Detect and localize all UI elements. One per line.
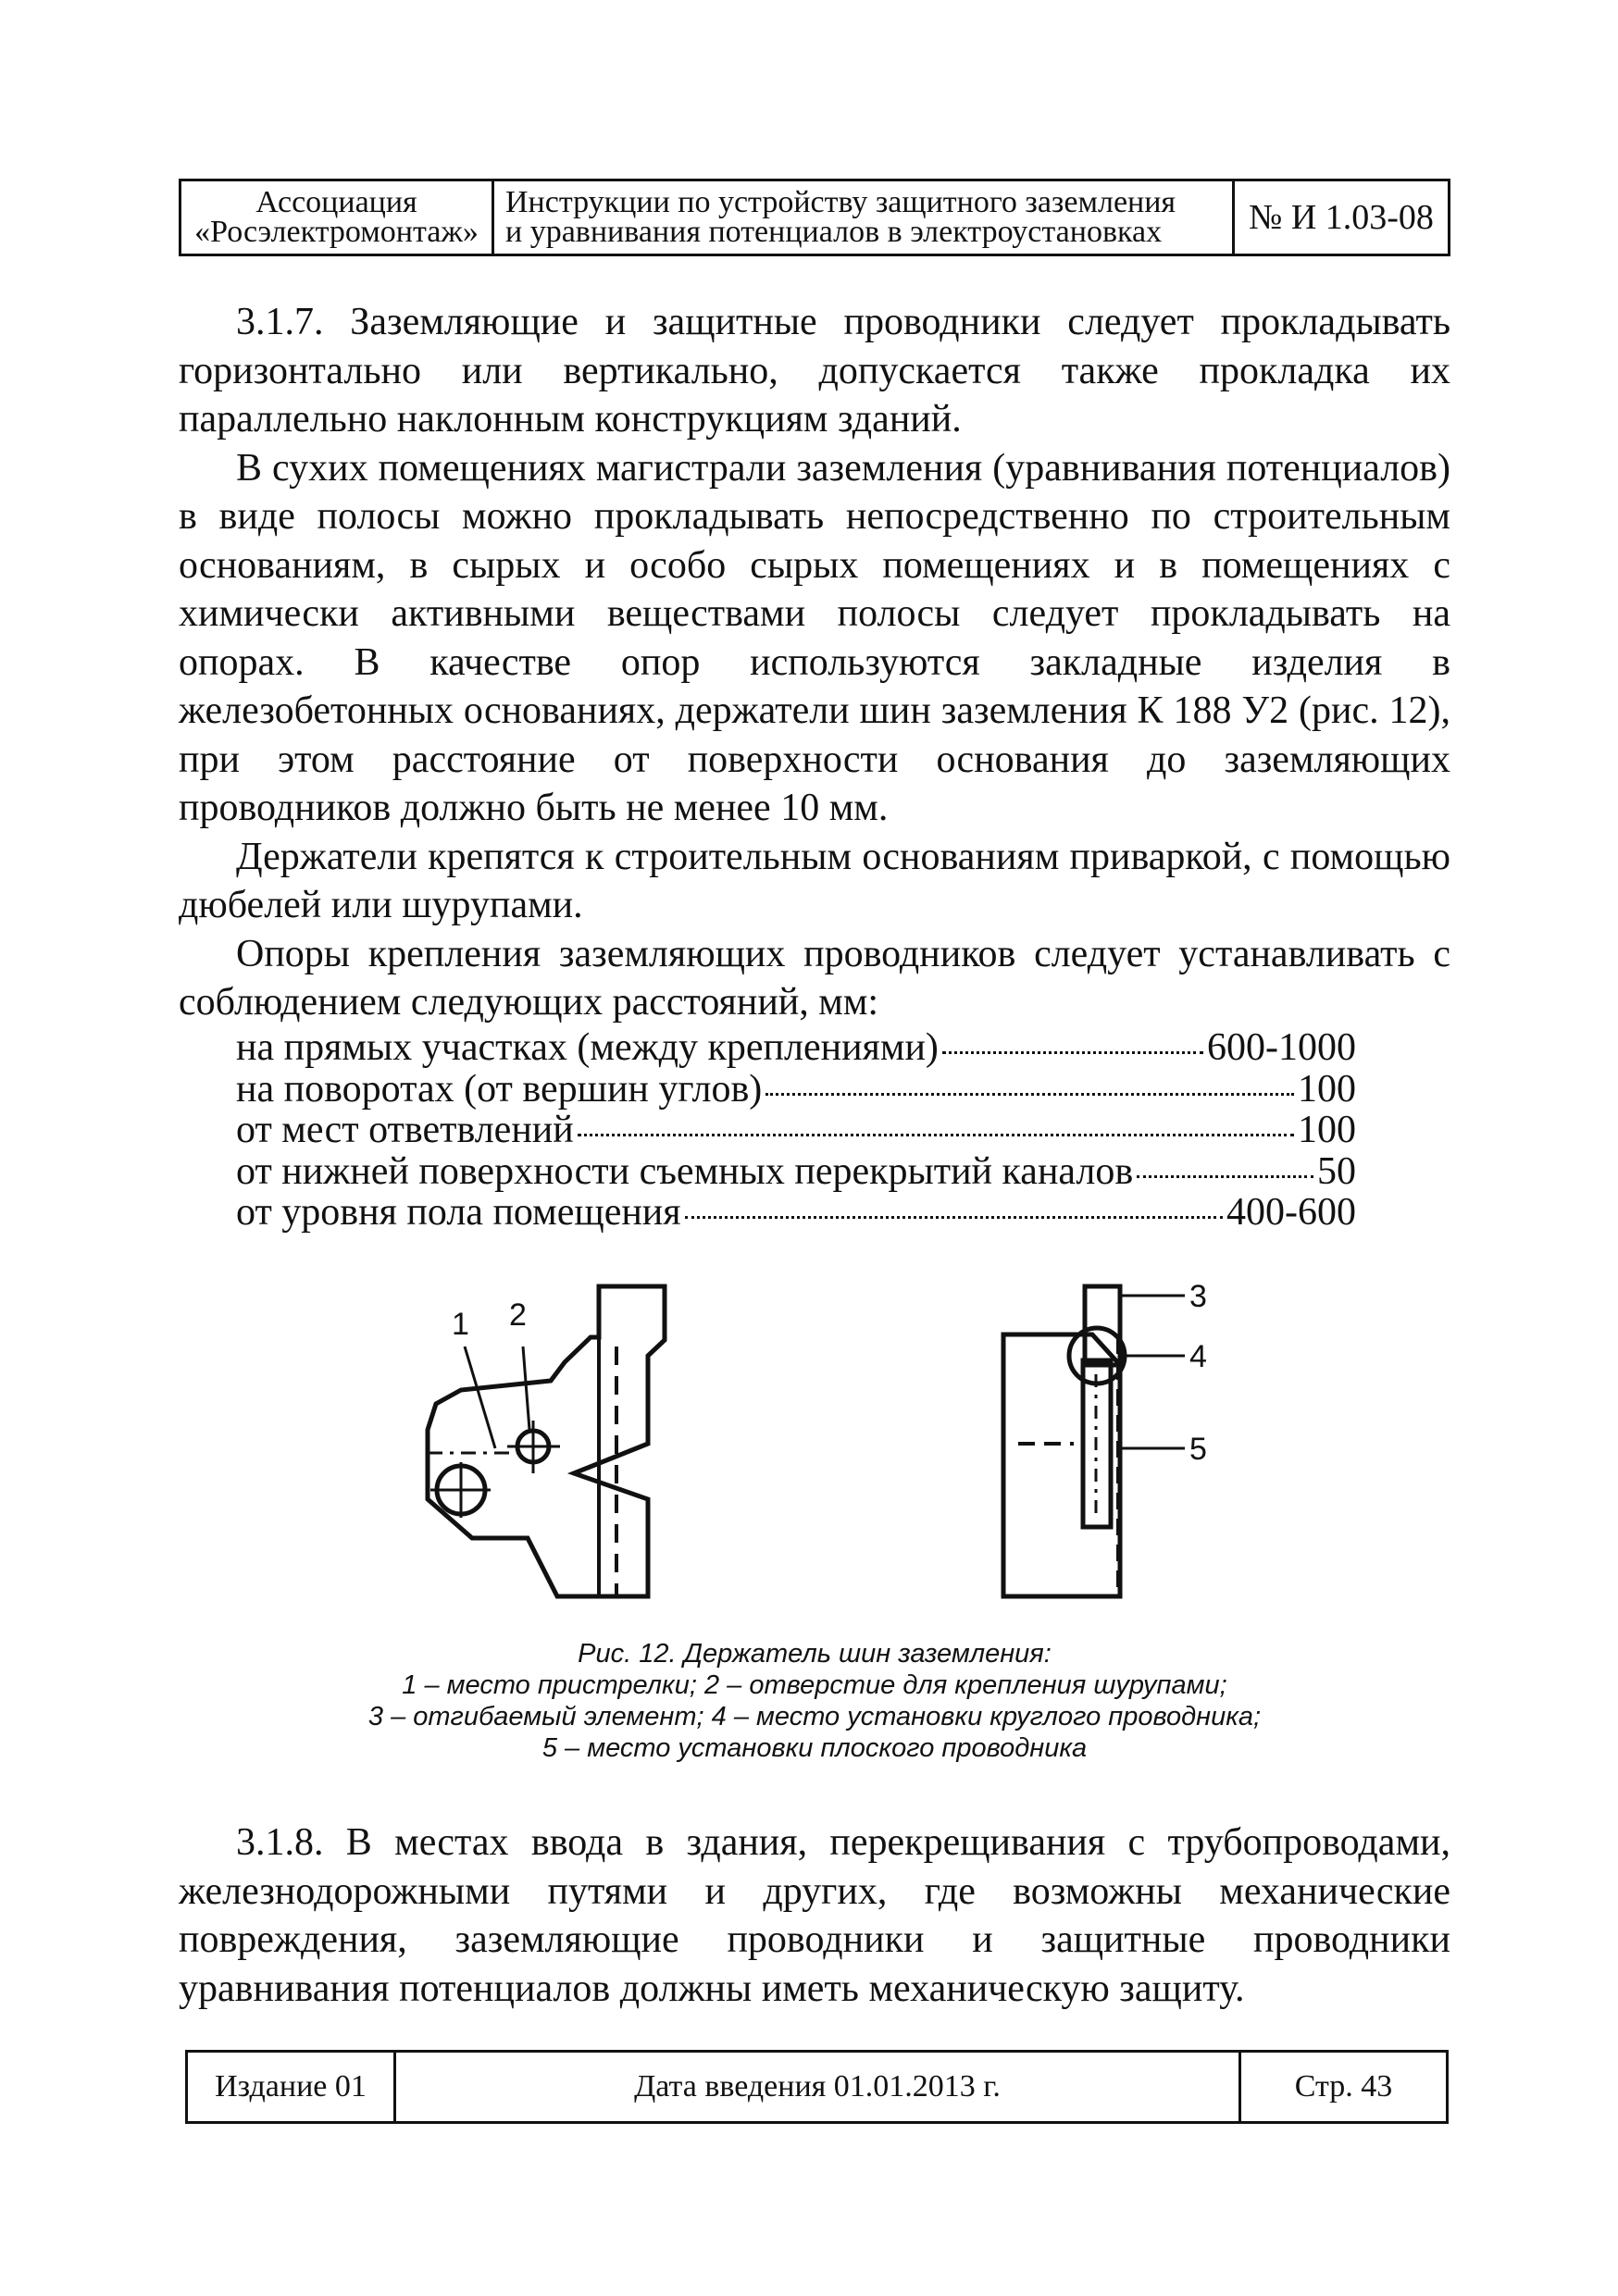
distance-label: от уровня пола помещения [236,1191,681,1234]
page-number-cell [1241,2053,1446,2121]
distance-row [236,1069,1356,1111]
callout-labels [452,1279,1207,1467]
distance-value: 100 [1298,1109,1356,1151]
paragraph-supports: Опоры крепления заземляющих проводников следует устанавливать с соблюдением следующих расстояний, мм: [179,932,1450,1024]
document-number: № И 1.03-08 [1249,198,1434,237]
holder-side-view [1003,1286,1125,1596]
callout-leaders-left [465,1347,529,1448]
edition-label: Издание 01 [215,2069,367,2104]
page-number: Стр. 43 [1294,2069,1393,2104]
body-text-top [179,298,1450,1027]
callout-label-1: 1 [452,1307,469,1342]
figure-caption-line: 3 – отгибаемый элемент; 4 – место установки круглого проводника; [367,1702,1262,1731]
distance-row [236,1151,1356,1193]
grounding-bus-holder-drawing [370,1268,1277,1610]
paragraph-3-1-8: 3.1.8. В местах ввода в здания, перекрещивания с трубопроводами, железнодорожными путями и других, где возможны механические повреждения, заземляющие проводники и защитные проводники уравнивания потенциалов должны иметь механическую защиту. [179,1821,1450,2010]
organization-name: Ассоциация [255,185,417,219]
distance-value: 50 [1317,1149,1356,1193]
distance-label: от нижней поверхности съемных перекрытий каналов [236,1149,1134,1193]
leader-dots [942,1051,1203,1054]
organization-brand: «Росэлектромонтаж» [194,215,479,249]
paragraph-dry-rooms: В сухих помещениях магистрали заземления (уравнивания потенциалов) в виде полосы можно прокладывать непосредственно по строительным основаниям, в сырых и особо сырых помещениях и в помещениях с химически активными веществами полосы следует прокладывать на опорах. В качестве опор используются закладные изделия в железобетонных основаниях, держатели шин заземления К 188 У2 (рис. 12), при этом расстояние от поверхности основания до заземляющих проводников должно быть не менее 10 мм. [179,446,1450,829]
distance-label: на поворотах (от вершин углов) [236,1067,763,1111]
distance-row [236,1110,1356,1151]
shooting-point-icon [428,1453,520,1518]
distance-row [236,1027,1356,1069]
callout-label-2: 2 [509,1297,527,1333]
figure-caption [179,1638,1450,1764]
document-title-line1: Инструкции по устройству защитного заземления [505,185,1176,219]
header-table [179,179,1450,256]
organization-cell [181,181,494,254]
figure-caption-line: 1 – место пристрелки; 2 – отверстие для крепления шурупами; [402,1670,1227,1700]
distance-value: 400-600 [1226,1191,1356,1234]
distances-list [236,1027,1356,1234]
distance-value: 100 [1298,1067,1356,1111]
distance-label: от мест ответвлений [236,1109,574,1151]
callout-label-3: 3 [1189,1279,1207,1314]
mounting-hole-icon [507,1421,560,1473]
leader-dots [1137,1175,1313,1178]
effective-date: Дата введения 01.01.2013 г. [634,2069,1001,2104]
footer-table [185,2050,1449,2124]
leader-dots [578,1134,1294,1136]
callout-label-4: 4 [1189,1339,1207,1374]
leader-dots [685,1216,1223,1219]
figure-caption-line: 5 – место установки плоского проводника [541,1733,1088,1763]
document-title-cell [494,181,1235,254]
body-text-bottom [179,1818,1450,2013]
document-title-line2: и уравнивания потенциалов в электроустановках [505,215,1163,249]
edition-cell [188,2053,396,2121]
callout-leaders-right [1120,1296,1185,1448]
paragraph-3-1-7: 3.1.7. Заземляющие и защитные проводники следует прокладывать горизонтально или вертикально, допускается также прокладка их параллельно наклонным конструкциям зданий. [179,301,1450,441]
distance-value: 600-1000 [1207,1026,1356,1069]
distance-row [236,1192,1356,1234]
callout-label-5: 5 [1189,1432,1207,1467]
paragraph-holders: Держатели крепятся к строительным основаниям приваркой, с помощью дюбелей или шурупами. [179,835,1450,926]
distance-label: на прямых участках (между креплениями) [236,1026,939,1069]
document-number-cell [1235,181,1448,254]
figure-caption-title: Рис. 12. Держатель шин заземления: [578,1639,1052,1669]
leader-dots [765,1093,1294,1096]
effective-date-cell [396,2053,1241,2121]
